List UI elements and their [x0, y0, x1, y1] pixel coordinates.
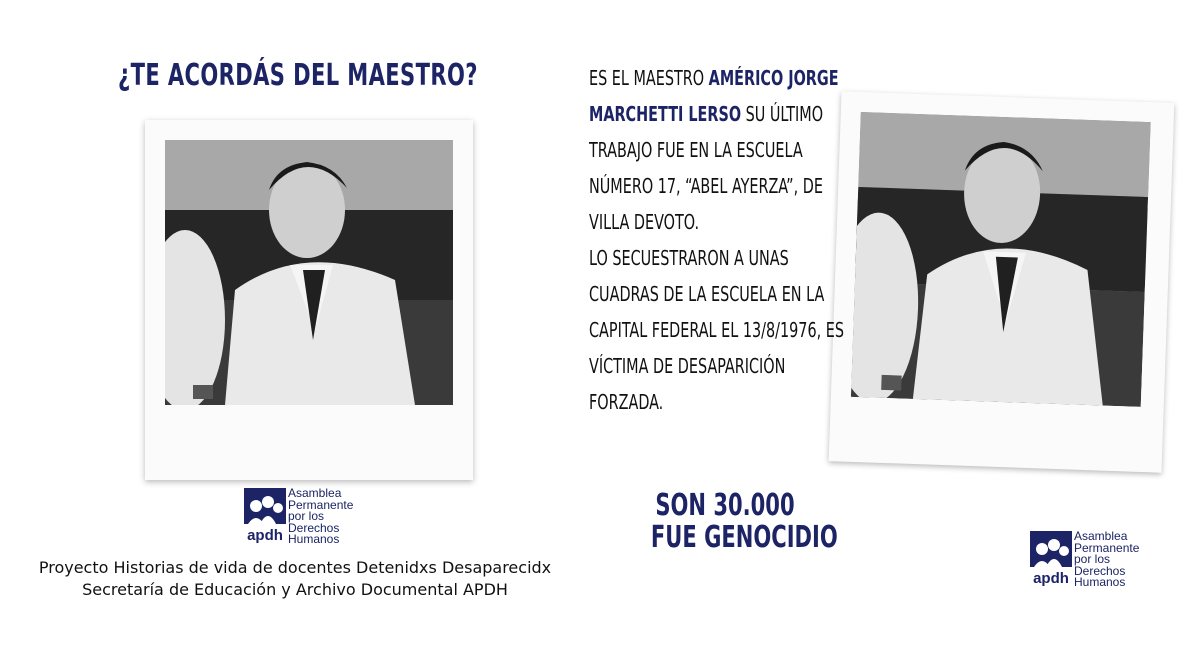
logo-line-4: Derechos — [1074, 563, 1126, 578]
logo-line-3: por los — [1074, 552, 1111, 566]
bio-intro: ES EL MAESTRO — [589, 66, 709, 90]
project-line-1: Proyecto Historias de vida de docentes Detenidxs Desaparecidx — [38, 558, 552, 577]
apdh-abbr: apdh — [1033, 570, 1069, 587]
teacher-portrait-copy — [851, 112, 1151, 407]
slogan-line-1: SON 30.000 — [655, 488, 795, 523]
project-credits — [0, 557, 590, 601]
logo-line-5: Humanos — [288, 532, 340, 546]
logo-line-5: Humanos — [1074, 575, 1126, 589]
teacher-name: AMÉRICO JORGE MARCHETTI LERSO — [589, 66, 839, 126]
apdh-abbr: apdh — [247, 527, 283, 544]
logo-line-2: Permanente — [1074, 540, 1140, 555]
apdh-mark-icon — [244, 488, 286, 546]
bio-body: SU ÚLTIMO TRABAJO FUE EN LA ESCUELA NÚMERO 17, “ABEL AYERZA”, DE VILLA DEVOTO. LO SECUESTRARON A UNAS CUADRAS DE LA ESCUELA EN LA CAPITAL FEDERAL EL 13/8/1976, ES VÍCTIMA DE DESAPARICIÓN FORZADA. — [589, 102, 844, 414]
teacher-portrait — [165, 140, 453, 405]
slogan-line-2: FUE GENOCIDIO — [650, 520, 838, 555]
apdh-mark-icon — [1030, 531, 1072, 589]
teacher-photo-right — [829, 91, 1175, 472]
logo-line-3: por los — [288, 509, 325, 523]
logo-line-1: Asamblea — [288, 486, 342, 500]
teacher-photo-left — [145, 120, 473, 480]
slogan — [630, 488, 838, 555]
project-line-2: Secretaría de Educación y Archivo Documental APDH — [82, 580, 508, 599]
page-title: ¿TE ACORDÁS DEL MAESTRO? — [118, 58, 478, 93]
logo-line-1: Asamblea — [1074, 529, 1128, 543]
apdh-logo — [244, 488, 378, 546]
logo-line-2: Permanente — [288, 497, 354, 512]
apdh-logo-secondary — [1030, 531, 1164, 589]
teacher-biography — [589, 60, 853, 420]
logo-line-4: Derechos — [288, 520, 340, 535]
